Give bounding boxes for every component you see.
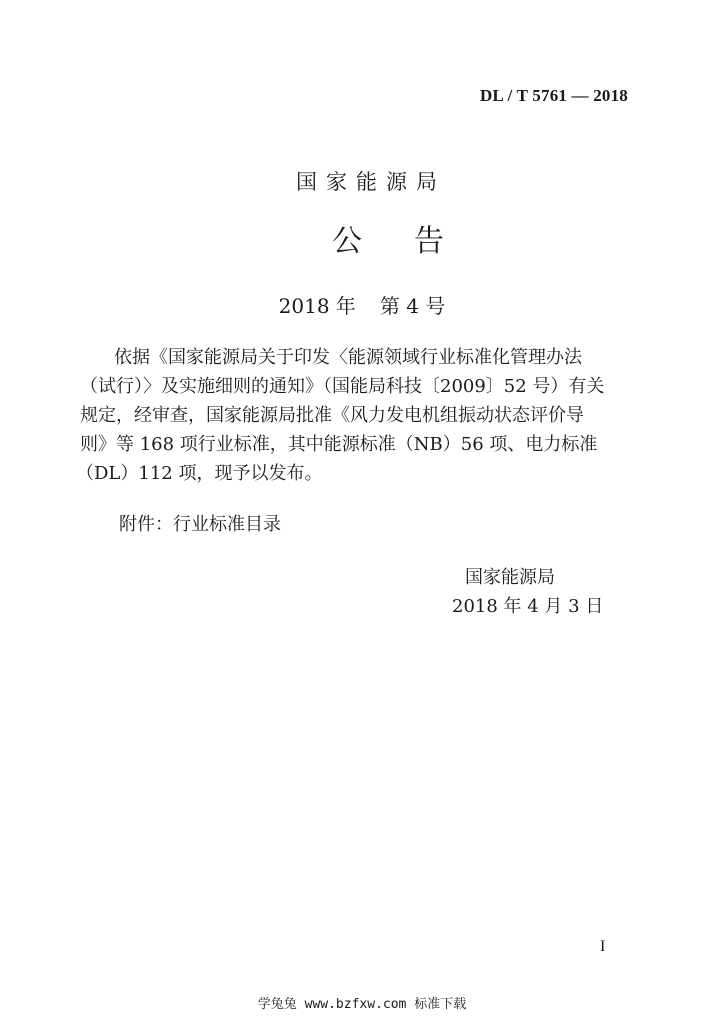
- body-line: 则》等 168 项行业标准，其中能源标准（NB）56 项、电力标准: [80, 434, 598, 455]
- announcement-body: [76, 343, 630, 488]
- signature-organization: 国家能源局: [465, 567, 555, 588]
- body-line: 规定，经审查，国家能源局批准《风力发电机组振动状态评价导: [80, 405, 584, 426]
- body-line: 依据《国家能源局关于印发〈能源领域行业标准化管理办法: [114, 347, 582, 368]
- issue-year: 2018 年: [278, 294, 356, 318]
- body-line: （试行）〉及实施细则的通知》（国能局科技〔2009〕52 号）有关: [80, 376, 605, 397]
- announcement-title: 公告: [332, 224, 496, 259]
- issue-number-line: [0, 290, 724, 319]
- issuer-heading: 国家能源局: [296, 170, 446, 194]
- body-line: （DL）112 项，现予以发布。: [76, 463, 323, 484]
- standard-code: DL / T 5761 — 2018: [480, 86, 628, 105]
- issue-number: 第 4 号: [379, 294, 446, 318]
- page-number: I: [600, 938, 606, 955]
- attachment-note: 附件：行业标准目录: [119, 514, 281, 535]
- footer-watermark: 学兔兔 www.bzfxw.com 标准下载: [257, 997, 467, 1012]
- signature-date: 2018 年 4 月 3 日: [452, 596, 604, 617]
